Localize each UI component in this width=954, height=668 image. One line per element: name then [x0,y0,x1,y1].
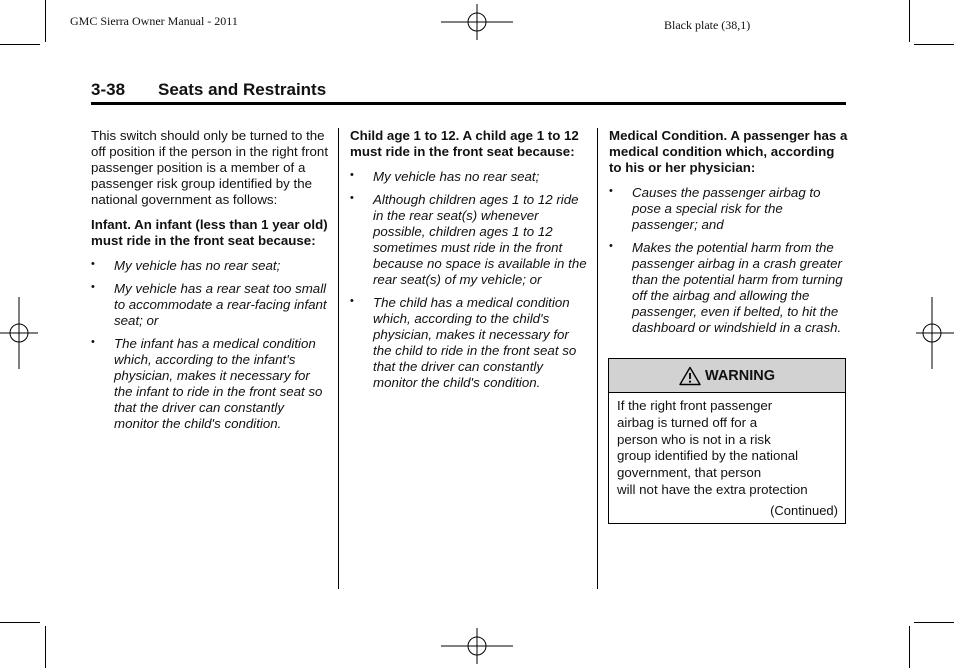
crop-mark-top-right-v [909,0,910,42]
column-2 [350,128,590,398]
crop-mark-bottom-right-v [909,626,910,668]
bullet-icon: • [91,258,95,270]
crop-mark-bottom-right-h [914,622,954,623]
infant-heading: Infant. An infant (less than 1 year old) must ride in the front seat because: [91,217,328,248]
header-rule [91,102,846,105]
list-item: • Although children ages 1 to 12 ride in the rear seat(s) whenever possible, children ages 1 to 12 sometimes must ride in the front because no space is available in the rear seat(s) of my vehicle; or [350,192,587,287]
plate-info: Black plate (38,1) [664,18,751,32]
column-divider-2 [597,128,598,589]
warning-header [609,359,845,393]
crop-mark-bottom-left-h [0,622,40,623]
warning-line: person who is not in a risk [617,431,771,447]
bullet-icon: • [350,192,354,204]
page-header [91,80,326,100]
medical-bullet-list [609,185,849,336]
warning-line: airbag is turned off for a [617,414,758,430]
infant-bullet-list [91,258,331,432]
medical-heading: Medical Condition. A passenger has a medical condition which, according to his or her physician: [609,128,848,175]
registration-mark-right-icon [916,297,954,369]
crop-mark-bottom-left-v [45,626,46,668]
warning-line: group identified by the national [617,448,799,464]
list-item: • My vehicle has a rear seat too small to accommodate a rear-facing infant seat; or [91,281,327,328]
section-title: Seats and Restraints [158,80,327,99]
child-heading: Child age 1 to 12. A child age 1 to 12 must ride in the front seat because: [350,128,579,159]
plate-title: GMC Sierra Owner Manual - 2011 [70,14,238,28]
crop-mark-top-left-h [0,44,40,45]
bullet-icon: • [91,336,95,348]
child-bullet-list [350,169,590,391]
bullet-icon: • [350,169,354,181]
list-item: • Causes the passenger airbag to pose a special risk for the passenger; and [609,185,821,232]
registration-mark-top-icon [441,4,513,40]
warning-box [608,358,846,524]
column-divider-1 [338,128,339,589]
list-item: • My vehicle has no rear seat; [91,258,281,273]
column-1 [91,128,331,439]
continued-label: (Continued) [770,503,838,518]
warning-line: If the right front passenger [617,398,773,413]
bullet-icon: • [350,295,354,307]
bullet-icon: • [609,185,613,197]
crop-mark-top-right-h [914,44,954,45]
list-item: • My vehicle has no rear seat; [350,169,540,184]
page-number: 3-38 [91,80,126,99]
bullet-icon: • [91,281,95,293]
crop-mark-top-left-v [45,0,46,42]
warning-line: government, that person [617,465,762,481]
list-item: • The child has a medical condition which, according to the child's physician, makes it necessary for the child to ride in the front seat so that the driver can constantly monitor the child's condition. [350,295,577,390]
list-item: • Makes the potential harm from the passenger airbag in a crash greater than the potential harm from turning off the airbag and allowing the passenger, even if belted, to hit the dashboard or windshield in a crash. [609,240,843,335]
warning-body [609,393,845,499]
bullet-icon: • [609,240,613,252]
registration-mark-left-icon [0,297,38,369]
warning-line: will not have the extra protection [617,481,808,497]
warning-title: WARNING [704,367,776,384]
warning-triangle-icon [679,366,701,386]
intro-paragraph: This switch should only be turned to the off position if the person in the right front passenger position is a member of a passenger risk group identified by the national government as follows: [91,128,329,207]
column-3 [609,128,849,343]
registration-mark-bottom-icon [441,628,513,664]
list-item: • The infant has a medical condition which, according to the infant's physician, makes it necessary for the infant to ride in the front seat so that the driver can constantly monitor the child's condition. [91,336,323,431]
